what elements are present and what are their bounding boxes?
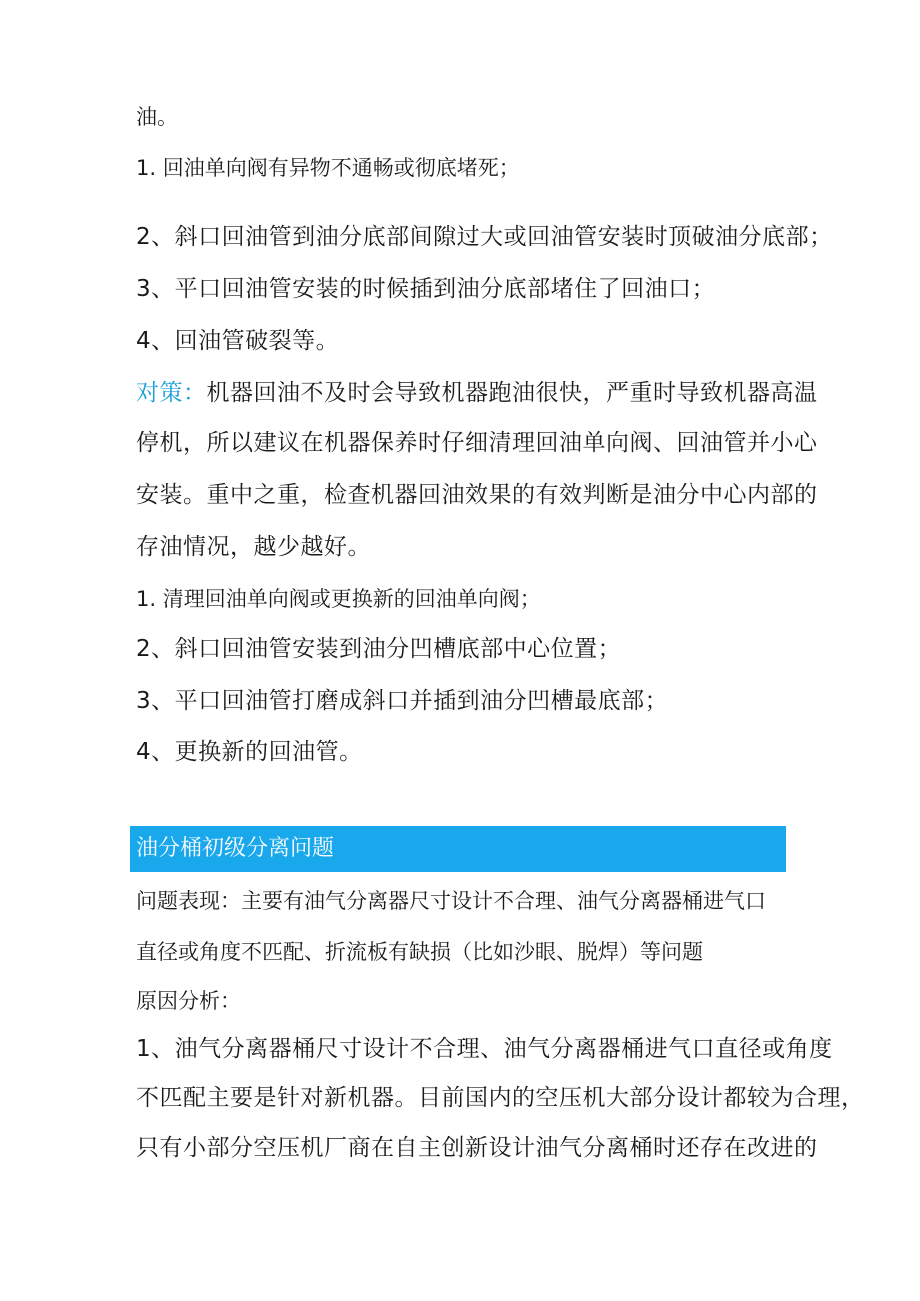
text-line: 安装。重中之重，检查机器回油效果的有效判断是油分中心内部的 <box>136 482 818 508</box>
list-item: 1. 清理回油单向阀或更换新的回油单向阀； <box>136 587 541 611</box>
text-line: 不匹配主要是针对新机器。目前国内的空压机大部分设计都较为合理， <box>136 1085 865 1111</box>
countermeasure-text: 机器回油不及时会导致机器跑油很快，严重时导致机器高温 <box>206 380 818 406</box>
countermeasure-paragraph <box>136 378 818 408</box>
section-heading: 油分桶初级分离问题 <box>136 836 335 861</box>
list-item: 4、更换新的回油管。 <box>136 739 363 765</box>
text-line: 直径或角度不匹配、折流板有缺损（比如沙眼、脱焊）等问题 <box>136 940 703 964</box>
list-item: 3、平口回油管打磨成斜口并插到油分凹槽最底部； <box>136 688 669 714</box>
text-line: 问题表现：主要有油气分离器尺寸设计不合理、油气分离器桶进气口 <box>136 889 766 913</box>
list-item: 2、斜口回油管到油分底部间隙过大或回油管安装时顶破油分底部； <box>136 224 833 250</box>
text-line: 1、油气分离器桶尺寸设计不合理、油气分离器桶进气口直径或角度 <box>136 1036 833 1062</box>
list-item: 1. 回油单向阀有异物不通畅或彻底堵死； <box>136 156 520 180</box>
countermeasure-label: 对策： <box>136 380 207 406</box>
text-line: 油。 <box>136 105 178 129</box>
text-line: 只有小部分空压机厂商在自主创新设计油气分离桶时还存在改进的 <box>136 1135 818 1161</box>
text-line: 存油情况，越少越好。 <box>136 534 371 560</box>
cause-label: 原因分析： <box>136 989 241 1013</box>
list-item: 3、平口回油管安装的时候插到油分底部堵住了回油口； <box>136 276 716 302</box>
list-item: 2、斜口回油管安装到油分凹槽底部中心位置； <box>136 636 622 662</box>
text-line: 停机，所以建议在机器保养时仔细清理回油单向阀、回油管并小心 <box>136 430 818 456</box>
list-item: 4、回油管破裂等。 <box>136 328 340 354</box>
